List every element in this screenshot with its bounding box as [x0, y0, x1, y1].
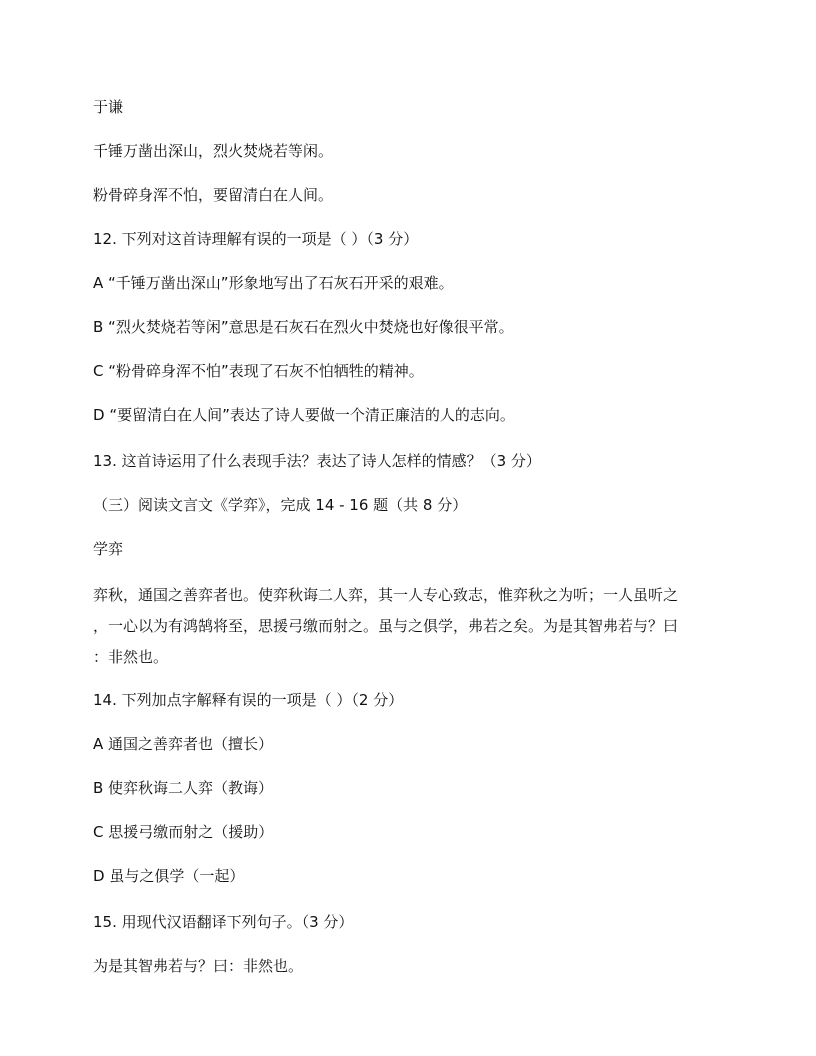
option-c: C 思援弓缴而射之（援助）	[93, 823, 274, 841]
option-b: B “烈火焚烧若等闲”意思是石灰石在烈火中焚烧也好像很平常。	[93, 318, 514, 336]
option-a: A 通国之善弈者也（擅长）	[93, 735, 274, 753]
question-15: 15. 用现代汉语翻译下列句子。（3 分）	[93, 913, 354, 931]
poem-line: 千锤万凿出深山，烈火焚烧若等闲。	[93, 142, 334, 160]
option-c: C “粉骨碎身浑不怕”表现了石灰不怕牺牲的精神。	[93, 362, 424, 380]
option-d: D 虽与之俱学（一起）	[93, 867, 245, 885]
translation-sentence: 为是其智弗若与？曰：非然也。	[93, 957, 304, 975]
option-a: A “千锤万凿出深山”形象地写出了石灰石开采的艰难。	[93, 274, 454, 292]
question-13: 13. 这首诗运用了什么表现手法？表达了诗人怎样的情感？（3 分）	[93, 452, 541, 470]
passage-line: ，一心以为有鸿鹄将至，思援弓缴而射之。虽与之俱学，弗若之矣。为是其智弗若与？曰	[93, 617, 679, 635]
passage-line: 弈秋，通国之善弈者也。使弈秋诲二人弈，其一人专心致志，惟弈秋之为听；一人虽听之	[93, 586, 679, 604]
passage-title: 学弈	[93, 540, 124, 558]
question-12: 12. 下列对这首诗理解有误的一项是（ ）（3 分）	[93, 230, 419, 248]
poem-line: 粉骨碎身浑不怕，要留清白在人间。	[93, 186, 334, 204]
section-heading: （三）阅读文言文《学弈》，完成 14 - 16 题（共 8 分）	[93, 496, 468, 514]
question-14: 14. 下列加点字解释有误的一项是（ ）（2 分）	[93, 691, 404, 709]
option-d: D “要留清白在人间”表达了诗人要做一个清正廉洁的人的志向。	[93, 406, 515, 424]
poem-author: 于谦	[93, 98, 124, 116]
passage-line: ：非然也。	[93, 648, 169, 666]
passage-text	[93, 580, 733, 673]
option-b: B 使弈秋诲二人弈（教诲）	[93, 779, 274, 797]
